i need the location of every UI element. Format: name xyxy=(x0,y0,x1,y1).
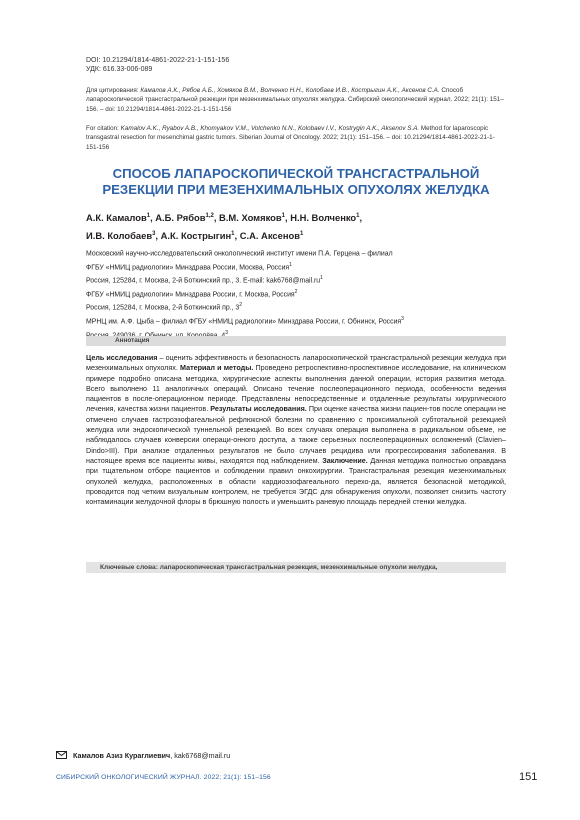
affiliations xyxy=(86,246,506,341)
page-number: 151 xyxy=(519,771,538,783)
author: И.В. Колобаев$^3$, xyxy=(86,230,161,242)
affiliation-line: Россия, 125284, г. Москва, 2-й Боткинский пр., 3. E-mail: $kak6768@mail.ru^1$ xyxy=(86,275,323,285)
udk-code: УДК: 616.33-006-089 xyxy=(86,66,153,73)
contact-email[interactable]: , kak6768@mail.ru xyxy=(170,751,231,760)
author: Н.Н. Волченко$^1$, xyxy=(290,212,363,224)
citation-ru xyxy=(86,86,506,114)
annotation-heading: Аннотация xyxy=(115,337,150,344)
citation-en-rest: Method for laparoscopic transgastral resection for mesenchimal gastric tumors. Siberian Journal of Oncology. 2022; 21(1): 151–156. – doi: 10.21294/1814-4861-2022-21-1-151-156 xyxy=(86,125,495,151)
journal-footer: СИБИРСКИЙ ОНКОЛОГИЧЕСКИЙ ЖУРНАЛ. 2022; 21(1): 151–156 xyxy=(56,774,271,781)
citation-ru-rest: Способ лапароскопической трансгастральной резекции при мезенхимальных опухолях желудка. Сибирский онкологический журнал. 2022; 21(1): 151–156. – doi: 10.21294/1814-4861-2022-21-1-151-156 xyxy=(86,87,504,113)
author-list xyxy=(86,208,506,244)
citation-ru-authors: Камалов А.К., Рябов А.Б., Хомяков В.М., Волченко Н.Н., Колобаев И.В., Кострыгин А.К., Аксенов С.А. xyxy=(140,87,440,94)
affiliation-line: ФГБУ «НМИЦ радиологии» Минздрава России, Москва, Россия$^1$ xyxy=(86,261,292,271)
doi: DOI: 10.21294/1814-4861-2022-21-1-151-156 xyxy=(86,57,230,64)
author: А.Б. Рябов$^{1,2}$, xyxy=(155,212,220,224)
affiliation-line: 3 xyxy=(225,329,229,336)
article-title: СПОСОБ ЛАПАРОСКОПИЧЕСКОЙ ТРАНСГАСТРАЛЬНОЙ РЕЗЕКЦИИ ПРИ МЕЗЕНХИМАЛЬНЫХ ОПУХОЛЯХ ЖЕЛУДКА xyxy=(102,166,490,197)
author: А.К. Камалов$^1$, xyxy=(86,212,156,224)
affiliation-line: МРНЦ им. А.Ф. Цыба – филиал ФГБУ «НМИЦ радиологии» Минздрава России, г. Обнинск, Россия$^3$ xyxy=(86,315,404,326)
author: А.К. Кострыгин$^1$, xyxy=(160,230,240,242)
contact-name: Камалов Азиз Кураглиевич xyxy=(73,751,171,760)
abstract-text: Цель исследования – оценить эффективность и безопасность лапароскопической трансгастральной резекции желудка при мезенхимальных опухолях. Материал и методы. Проведено ретроспективно-проспективное исследование, на клиническом примере подробно описана методика, хирургические аспекты выполнения данной операции, история развития метода. Всего выполнено 11 аналогичных операций. Описано течение послеоперационного периода, особенности ведения пациентов в после-операционном периоде. Представлены непосредственные и отдаленные результаты хирургического лечения, качества жизни пациентов. Результаты исследования. При оценке качества жизни пациен-тов после операции не отмечено случаев гастроэзофагеальной рефлюксной болезни по сравнению с проксимальной субтотальной резекцией желудка или эндоскопической туннельной резекцией. Во всех случаях операция выполнена в радикальном объеме, не наблюдалось случаев конверсии операци-онного доступа, а также серьезных послеоперационных осложнений (Clavien–Dindo>III). При анализе отдаленных результатов не было случаев рецидива или прогрессирования заболевания. В настоящее время все пациенты живы, находятся под наблюдением. Заключение. Данная методика полностью оправдана при тщательном отборе пациентов и соблюдении правил онкохирургии. Трансгастральная резекция мезенхимальных опухолей желудка, расположенных в области кардиоэзофагеального перехо-да, является безопасной методикой, проводится под четким визуальным контролем, не требуется ЭГДС для обнаружения опухоли, позволяет снизить частоту контаминации желудочной флоры в брюшную полость и уменьшить раневую площадь передней стенки желудка. xyxy=(86,353,507,507)
citation-en xyxy=(86,124,506,152)
affiliation-line: ФГБУ «НМИЦ радиологии» Минздрава России, г. Москва, Россия$^2$ xyxy=(86,288,298,299)
citation-en-authors: Kamalov A.K., Ryabov A.B., Khomyakov V.M., Volchenko N.N., Kolobaev I.V., Kostrygin A.K., Aksenov S.A. xyxy=(120,125,420,132)
author: С.А. Аксенов$^1$ xyxy=(239,230,304,242)
keywords: Ключевые слова: лапароскопическая трансгастральная резекция, мезенхимальные опухоли желудка, xyxy=(100,564,438,571)
corresponding-author xyxy=(56,751,230,761)
envelope-icon xyxy=(56,751,67,759)
author: В.М. Хомяков$^1$, xyxy=(219,212,291,224)
affiliation-line: Россия, 125284, г. Москва, 2-й Боткинский пр., $3^2$ xyxy=(86,302,243,312)
citation-en-prefix: For citation: xyxy=(86,125,121,132)
affiliation-line: Московский научно-исследовательский онкологический институт имени П.А. Герцена – филиал xyxy=(86,250,393,258)
citation-ru-prefix: Для цитирования: xyxy=(86,87,141,94)
